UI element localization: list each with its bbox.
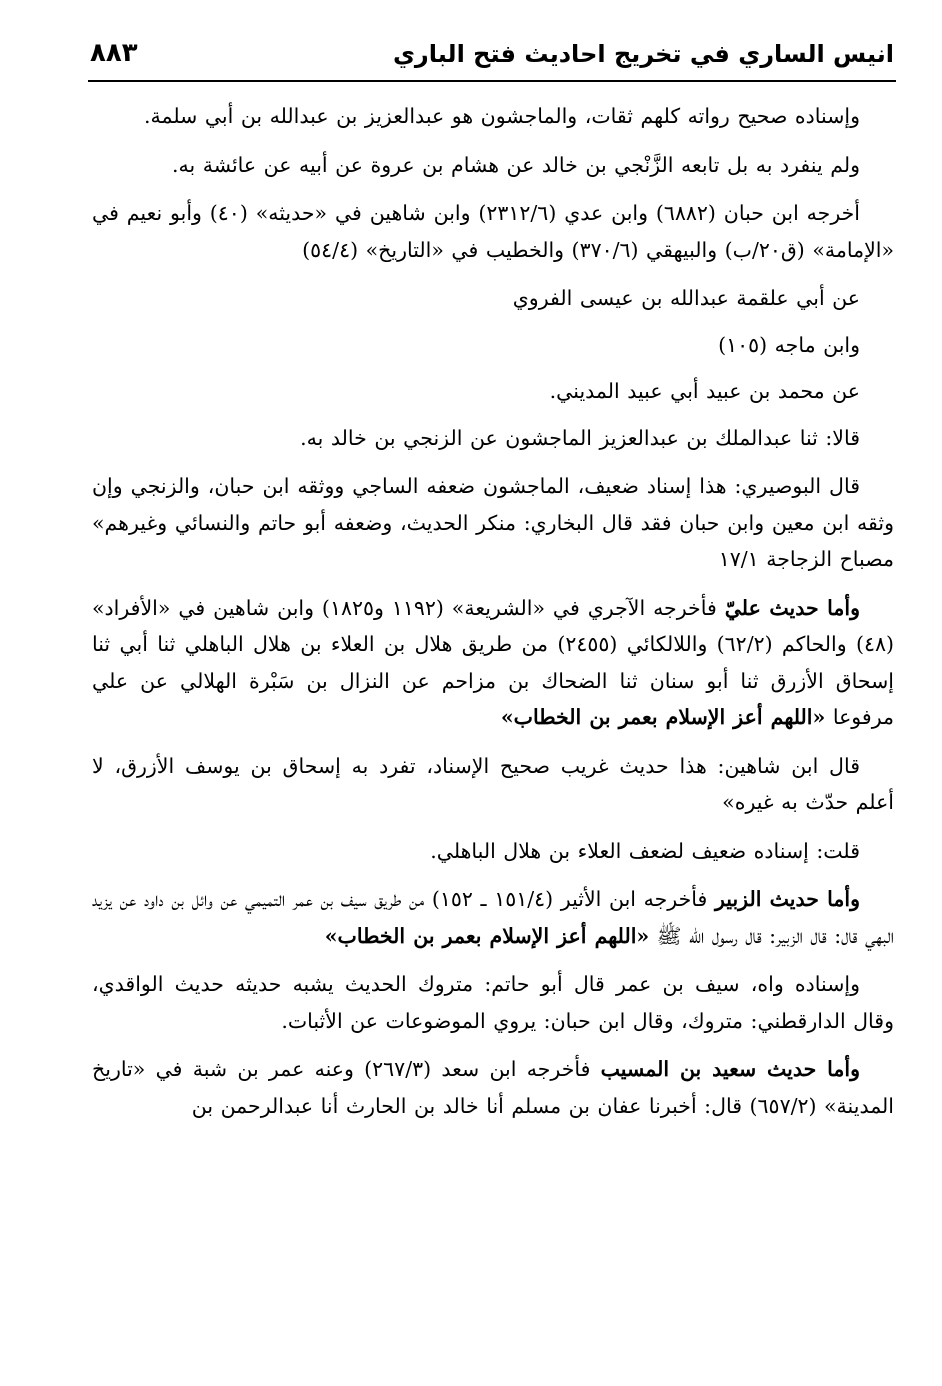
paragraph	[92, 327, 894, 364]
paragraph	[92, 881, 894, 954]
paragraph-text: ولم ينفرد به بل تابعه الزَّنْجي بن خالد عن هشام بن عروة عن أبيه عن عائشة به.	[171, 152, 860, 177]
paragraph-text: عن محمد بن عبيد أبي عبيد المديني.	[549, 379, 860, 403]
paragraph-text: وإسناده واه، سيف بن عمر قال أبو حاتم: متروك الحديث يشبه حديثه حديث الواقدي، وقال الدارقطني: متروك، وقال ابن حبان: يروي الموضوعات عن الأثبات.	[92, 972, 894, 1033]
paragraph	[92, 373, 894, 410]
body-text	[92, 98, 894, 1362]
page-header	[90, 38, 894, 80]
paragraph-text: قالا: ثنا عبدالملك بن عبدالعزيز الماجشون عن الزنجي بن خالد به.	[300, 425, 860, 450]
hadith-quote: «اللهم أعز الإسلام بعمر بن الخطاب»	[500, 705, 826, 729]
hadith-quote: «اللهم أعز الإسلام بعمر بن الخطاب»	[324, 923, 650, 948]
paragraph-text: أخرجه ابن حبان (٦٨٨٢) وابن عدي (٢٣١٢/٦) وابن شاهين في «حديثه» (٤٠) وأبو نعيم في «الإمامة» (ق٢٠/ب) والبيهقي (٣٧٠/٦) والخطيب في «التاريخ» (٥٤/٤)	[92, 201, 894, 262]
paragraph-text: عن أبي علقمة عبدالله بن عيسى الفروي	[512, 286, 860, 310]
section-lead: وأما حديث عليّ	[724, 595, 860, 620]
section-lead: وأما حديث الزبير	[714, 887, 861, 911]
paragraph	[92, 280, 894, 317]
running-title: انيس الساري في تخريج احاديث فتح الباري	[392, 40, 894, 68]
paragraph-text: فأخرجه الآجري في «الشريعة» (١١٩٢ و١٨٢٥) وابن شاهين في «الأفراد» (٤٨) والحاكم (٦٢/٢) واللالكائي (٢٤٥٥) من طريق هلال بن العلاء بن هلال الباهلي ثنا أبي ثنا إسحاق الأزرق ثنا أبو سنان ثنا الضحاك بن مزاحم عن النزال بن سَبْرة الهلالي عن علي مرفوعا	[92, 595, 894, 729]
paragraph-text: قال ابن شاهين: هذا حديث غريب صحيح الإسناد، تفرد به إسحاق بن يوسف الأزرق، لا أعلم حدّث به غيره»	[92, 753, 894, 814]
paragraph	[92, 1051, 894, 1124]
paragraph-text: قلت: إسناده ضعيف لضعف العلاء بن هلال الباهلي.	[430, 838, 860, 863]
paragraph	[92, 147, 894, 184]
paragraph	[92, 590, 894, 736]
paragraph	[92, 833, 894, 870]
paragraph-text: قال البوصيري: هذا إسناد ضعيف، الماجشون ضعفه الساجي ووثقه ابن حبان، والزنجي وإن وثقه ابن معين وابن حبان فقد قال البخاري: منكر الحديث، وضعفه أبو حاتم والنسائي وغيرهم» مصباح الزجاجة ١٧/١	[92, 474, 894, 571]
paragraph-text: وإسناده صحيح رواته كلهم ثقات، والماجشون هو عبدالعزيز بن عبدالله بن أبي سلمة.	[143, 104, 860, 128]
paragraph	[92, 966, 894, 1039]
paragraph	[92, 468, 894, 578]
paragraph	[92, 420, 894, 457]
paragraph	[92, 98, 894, 135]
paragraph-text: فأخرجه ابن الأثير (١٥١/٤ ـ ١٥٢) من طريق سيف بن عمر التميمي عن وائل بن داود عن يزيد البهي قال: قال الزبير: قال رسول الله ﷺ	[92, 887, 894, 948]
paragraph-text: فأخرجه ابن سعد (٢٦٧/٣) وعنه عمر بن شبة في «تاريخ المدينة» (٦٥٧/٢) قال: أخبرنا عفان بن مسلم أنا خالد بن الحارث أنا عبدالرحمن بن	[92, 1057, 894, 1118]
section-lead: وأما حديث سعيد بن المسيب	[600, 1057, 861, 1081]
paragraph	[92, 748, 894, 821]
header-rule	[88, 80, 896, 82]
paragraph-text: وابن ماجه (١٠٥)	[718, 332, 860, 357]
page-number: ٨٨٣	[90, 38, 138, 68]
paragraph	[92, 195, 894, 268]
